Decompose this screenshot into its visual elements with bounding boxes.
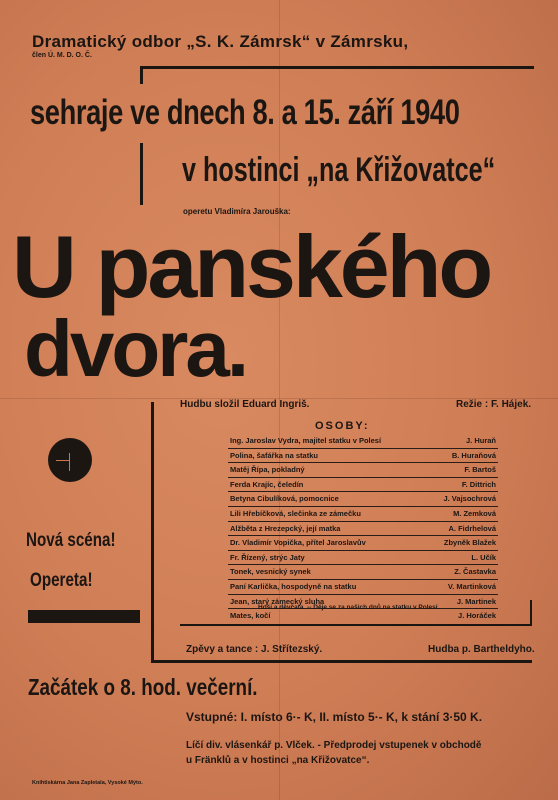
cast-actor: J. Martinek <box>456 596 496 606</box>
cast-role: Alžběta z Hrezepcký, její matka <box>230 523 341 533</box>
cast-role: Matěj Řípa, pokladný <box>230 465 305 475</box>
new-scene-label: Nová scéna! <box>26 530 116 551</box>
performance-dates: sehraje ve dnech 8. a 15. září 1940 <box>30 93 460 132</box>
cast-right-rule <box>530 600 532 626</box>
cast-actor: A. Fidrhelová <box>448 523 496 533</box>
printer-credit: Knihtiskárna Jana Zapletala, Vysoké Mýto. <box>32 780 143 786</box>
top-rule <box>140 66 534 69</box>
cast-actor: V. Martinková <box>447 581 496 591</box>
cast-row <box>228 492 498 507</box>
cast-actor: J. Horáček <box>458 611 496 621</box>
cast-actor: Z. Častavka <box>454 567 496 577</box>
circle-emblem <box>48 438 92 482</box>
cast-actor: F. Bartoš <box>464 465 496 475</box>
cast-heading: OSOBY: <box>315 420 370 432</box>
cast-list <box>228 434 498 623</box>
cast-row <box>228 580 498 595</box>
cast-role: Jean, starý zámecký sluha <box>230 596 325 606</box>
cast-row <box>228 609 498 623</box>
songs-credit: Zpěvy a tance : J. Střítezský. <box>186 644 323 655</box>
start-time: Začátek o 8. hod. večerní. <box>28 674 258 700</box>
cast-row <box>228 478 498 493</box>
band-credit: Hudba p. Bartheldyho. <box>428 644 535 655</box>
cast-role: Mates, kočí <box>230 611 271 621</box>
cast-role: Fr. Řízený, strýc Jaty <box>230 552 305 562</box>
cast-actor: F. Dittrich <box>461 479 496 489</box>
operetta-intro: operetu Vladimíra Jarouška: <box>183 207 291 216</box>
cast-actor: Zbyněk Blažek <box>443 538 496 548</box>
cast-row <box>228 434 498 449</box>
cast-row <box>228 463 498 478</box>
cast-row <box>228 551 498 566</box>
cast-role: Ferda Krajíc, čeledín <box>230 479 304 489</box>
cast-actor: J. Vajsochrová <box>443 494 496 504</box>
cast-row <box>228 522 498 537</box>
presale-line-2: u Fränklů a v hostinci „na Křižovatce“. <box>186 755 370 766</box>
cast-actor: M. Zemková <box>453 508 496 518</box>
title-line-2: dvora. <box>24 304 247 393</box>
director-credit: Režie : F. Hájek. <box>456 399 532 410</box>
left-bracket-rule <box>140 143 143 205</box>
cast-row <box>228 507 498 522</box>
lower-rule <box>151 660 532 663</box>
cast-role: Lili Hřebíčková, slečinka ze zámečku <box>230 508 361 518</box>
black-bar <box>28 610 140 623</box>
cast-role: Dr. Vladimír Vopička, přítel Jaroslavův <box>230 538 366 548</box>
cast-role: Ing. Jaroslav Vydra, majitel statku v Polesí <box>230 436 382 445</box>
cast-row <box>228 565 498 580</box>
venue: v hostinci „na Křižovatce“ <box>182 151 496 189</box>
membership-note: člen Ú. M. D. O. Č. <box>32 52 92 59</box>
organizer-heading: Dramatický odbor „S. K. Zámrsk“ v Zámrsku, <box>32 32 409 51</box>
top-left-bracket-rule <box>140 66 143 84</box>
cast-role: Betyna Cibulíková, pomocnice <box>230 494 339 504</box>
cast-role: Paní Karlička, hospodyně na statku <box>230 581 357 591</box>
admission-prices: Vstupné: I. místo 6·- K, II. místo 5·- K, k stání 3·50 K. <box>186 710 483 724</box>
cast-bottom-rule <box>180 624 532 626</box>
cast-actor: L. Učík <box>471 552 496 562</box>
cast-actor: J. Huraň <box>465 436 496 445</box>
cast-row <box>228 536 498 551</box>
cast-role: Polina, šafářka na statku <box>230 450 318 460</box>
title-line-1: U panského <box>12 217 491 316</box>
presale-line-1: Líčí div. vlásenkář p. Vlček. - Předprodej vstupenek v obchodě <box>186 740 482 751</box>
cast-frame-rule <box>151 402 154 662</box>
cast-role: Tonek, vesnický synek <box>230 567 311 577</box>
cast-row <box>228 449 498 464</box>
operetta-label: Opereta! <box>30 570 93 591</box>
cast-actor: B. Huraňová <box>451 450 496 460</box>
cast-footnote: Hoši a děvčata. -- Děje se za našich dnů na statku v Polesí. <box>258 604 440 611</box>
music-credit: Hudbu složil Eduard Ingriš. <box>180 399 310 410</box>
